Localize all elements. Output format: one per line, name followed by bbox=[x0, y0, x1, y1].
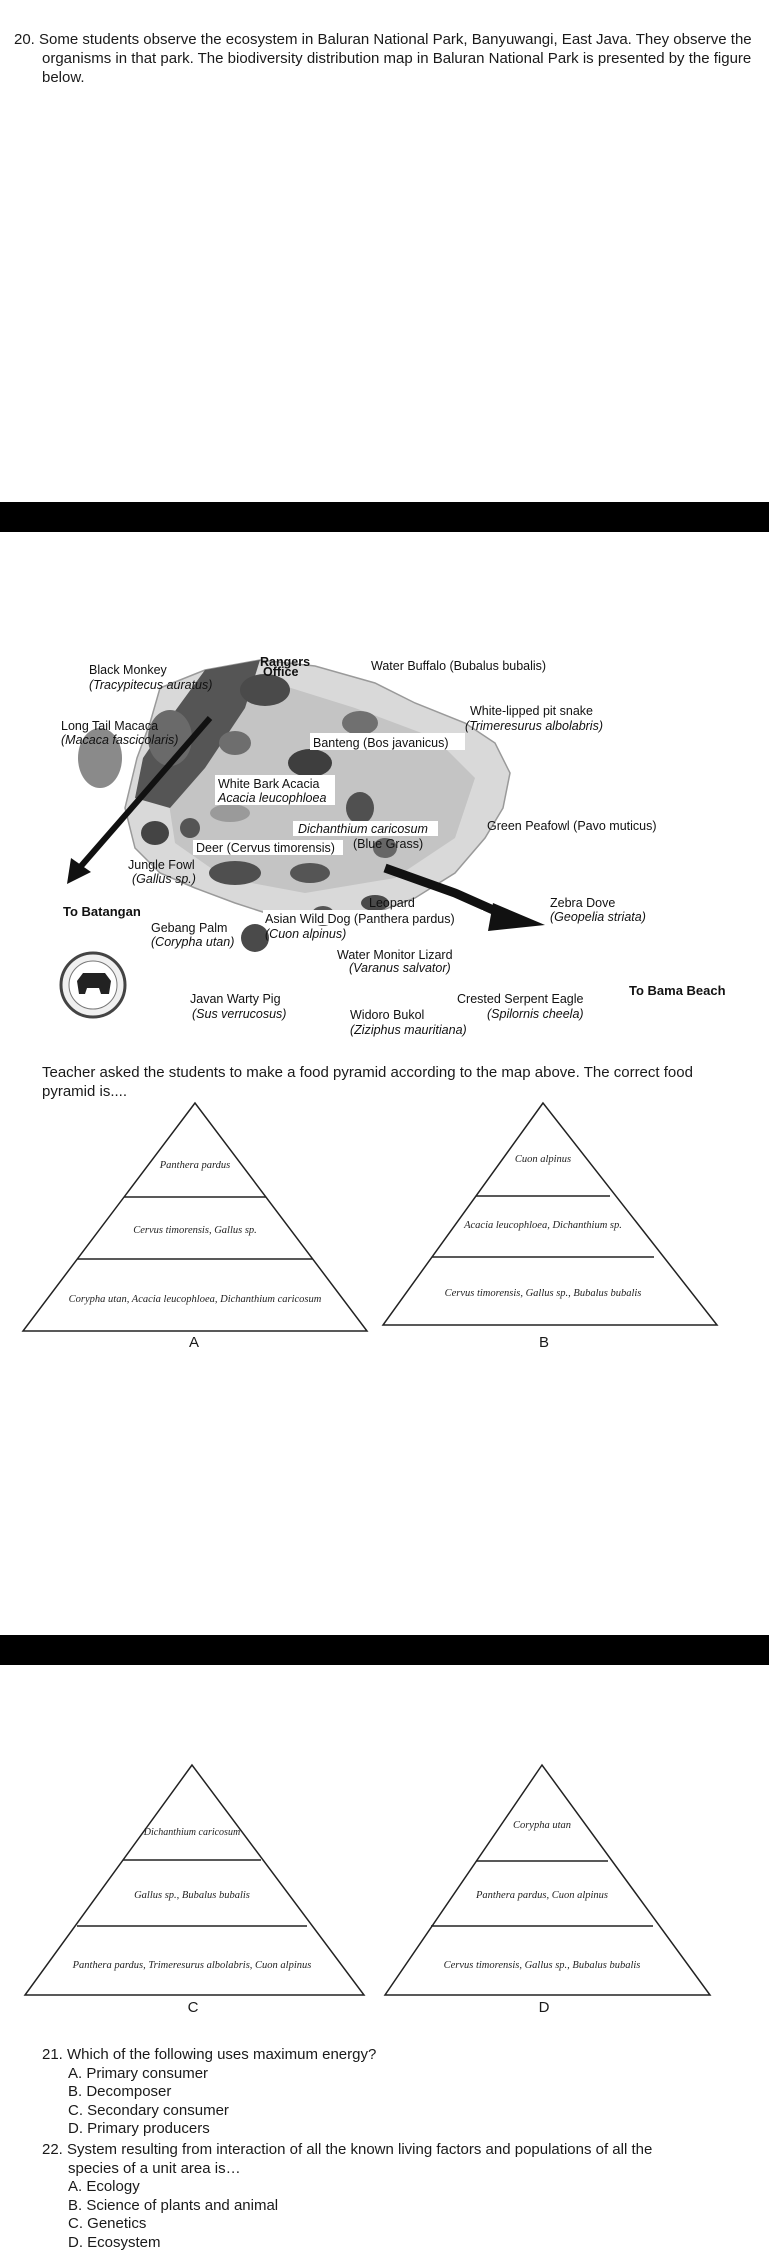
label-rangers-office: Office bbox=[263, 665, 299, 679]
label-eagle-sci: (Spilornis cheela) bbox=[487, 1007, 584, 1021]
acacia-image bbox=[219, 731, 251, 755]
label-water-buffalo: Water Buffalo (Bubalus bubalis) bbox=[371, 659, 547, 673]
pyramid-c-label: C bbox=[187, 1999, 199, 2016]
label-wild-dog-sci: (Cuon alpinus) bbox=[265, 927, 347, 941]
pyramid-d-level-3: Cervus timorensis, Gallus sp., Bubalus bubalis bbox=[443, 1960, 641, 1971]
label-jungle-fowl: Jungle Fowl bbox=[128, 858, 195, 872]
deer-image bbox=[141, 821, 169, 845]
label-zebra-dove: Zebra Dove bbox=[550, 896, 616, 910]
label-pig: Javan Warty Pig bbox=[190, 992, 281, 1006]
label-lizard-sci: (Varanus salvator) bbox=[349, 961, 451, 975]
label-jungle-fowl-sci: (Gallus sp.) bbox=[132, 872, 196, 886]
label-snake: White-lipped pit snake bbox=[470, 704, 593, 718]
label-zebra-dove-sci: (Geopelia striata) bbox=[550, 910, 646, 924]
pyramid-b-level-2: Acacia leucophloea, Dichanthium sp. bbox=[464, 1220, 622, 1231]
pyramid-a-level-1: Panthera pardus bbox=[159, 1160, 231, 1171]
leopard-image bbox=[209, 861, 261, 885]
pyramid-d-label: D bbox=[538, 1999, 550, 2016]
pyramid-d bbox=[382, 1760, 714, 2000]
jungle-fowl-image bbox=[180, 818, 200, 838]
label-banteng: Banteng (Bos javanicus) bbox=[313, 736, 449, 750]
question-21-option-b: B. Decomposer bbox=[68, 2083, 172, 2101]
label-grass-common: (Blue Grass) bbox=[353, 837, 424, 851]
pyramid-b-level-3: Cervus timorensis, Gallus sp., Bubalus bubalis bbox=[444, 1288, 642, 1299]
question-22 bbox=[42, 2141, 742, 2253]
question-22-option-b: B. Science of plants and animal bbox=[68, 2196, 279, 2214]
label-peafowl: Green Peafowl (Pavo muticus) bbox=[487, 819, 657, 833]
biodiversity-map bbox=[55, 648, 745, 1048]
pyramid-c-level-2: Gallus sp., Bubalus bubalis bbox=[134, 1890, 250, 1901]
pyramid-b-level-1: Cuon alpinus bbox=[514, 1154, 572, 1165]
label-eagle: Crested Serpent Eagle bbox=[457, 992, 584, 1006]
label-acacia: White Bark Acacia bbox=[218, 777, 320, 791]
pyramid-a-level-2: Cervus timorensis, Gallus sp. bbox=[133, 1225, 257, 1236]
label-leopard: Leopard bbox=[369, 896, 415, 910]
label-black-monkey-sci: (Tracypitecus auratus) bbox=[89, 678, 213, 692]
pyramid-d-level-1: Corypha utan bbox=[512, 1820, 572, 1831]
banteng-image bbox=[288, 749, 332, 777]
black-divider-bar bbox=[0, 502, 769, 532]
label-wild-dog: Asian Wild Dog (Panthera pardus) bbox=[265, 912, 455, 926]
question-22-option-a: A. Ecology bbox=[68, 2178, 140, 2196]
label-to-batangan: To Batangan bbox=[63, 904, 141, 919]
question-22-text-line-2: species of a unit area is… bbox=[68, 2159, 241, 2177]
question-21 bbox=[42, 2046, 742, 2139]
black-divider-bar-2 bbox=[0, 1635, 769, 1665]
label-widoro: Widoro Bukol bbox=[350, 1008, 425, 1022]
pyramid-d-level-2: Panthera pardus, Cuon alpinus bbox=[475, 1890, 609, 1901]
question-21-option-c: C. Secondary consumer bbox=[68, 2101, 229, 2119]
question-20 bbox=[14, 30, 758, 87]
pyramid-a-level-3: Corypha utan, Acacia leucophloea, Dichanthium caricosum bbox=[68, 1294, 322, 1305]
label-rangers: Rangers bbox=[260, 655, 311, 669]
label-to-bama: To Bama Beach bbox=[629, 983, 726, 998]
peafowl-image bbox=[346, 792, 374, 824]
question-22-option-c: C. Genetics bbox=[68, 2215, 147, 2233]
pyramid-b-label: B bbox=[538, 1334, 549, 1351]
question-21-option-a: A. Primary consumer bbox=[68, 2064, 209, 2082]
pyramid-b bbox=[380, 1098, 725, 1333]
label-grass: Dichanthium caricosum bbox=[298, 822, 428, 836]
label-long-tail-sci: (Macaca fascicolaris) bbox=[61, 733, 179, 747]
question-22-text-line-1: 22. System resulting from interaction of all the known living factors and populations of all the bbox=[42, 2141, 653, 2158]
label-pig-sci: (Sus verrucosus) bbox=[192, 1007, 287, 1021]
label-long-tail: Long Tail Macaca bbox=[61, 719, 159, 733]
label-widoro-sci: (Ziziphus mauritiana) bbox=[350, 1023, 467, 1037]
question-22-option-d: D. Ecosystem bbox=[68, 2233, 161, 2251]
label-black-monkey: Black Monkey bbox=[89, 663, 167, 677]
pyramid-c-level-1: Dichanthium caricosum bbox=[143, 1827, 241, 1838]
question-20-text: Some students observe the ecosystem in Baluran National Park, Banyuwangi, East Java. They observe the organisms in that park. The biodiversity distribution map in Baluran National Park is presented by the figure below. bbox=[39, 31, 752, 86]
snake-image bbox=[342, 711, 378, 735]
arrow-to-bama-head bbox=[488, 903, 545, 931]
teacher-prompt: Teacher asked the students to make a food pyramid according to the map above. The correct food pyramid is.... bbox=[42, 1064, 693, 1100]
label-snake-sci: (Trimeresurus albolabris) bbox=[465, 719, 603, 733]
pyramid-c-level-3: Panthera pardus, Trimeresurus albolabris, Cuon alpinus bbox=[72, 1960, 312, 1971]
label-lizard: Water Monitor Lizard bbox=[337, 948, 453, 962]
label-gebang-sci: (Corypha utan) bbox=[151, 935, 235, 949]
wild-dog-image bbox=[290, 863, 330, 883]
pyramid-a bbox=[20, 1098, 380, 1333]
label-gebang: Gebang Palm bbox=[151, 921, 228, 935]
label-acacia-sci: Acacia leucophloea bbox=[218, 791, 327, 805]
pyramid-c bbox=[22, 1760, 372, 2000]
question-21-option-d: D. Primary producers bbox=[68, 2120, 210, 2138]
label-deer: Deer (Cervus timorensis) bbox=[196, 841, 335, 855]
grass-image bbox=[210, 804, 250, 822]
question-21-text: 21. Which of the following uses maximum energy? bbox=[42, 2046, 377, 2063]
question-20-number: 20. bbox=[14, 31, 35, 48]
pyramid-a-label: A bbox=[188, 1334, 199, 1351]
